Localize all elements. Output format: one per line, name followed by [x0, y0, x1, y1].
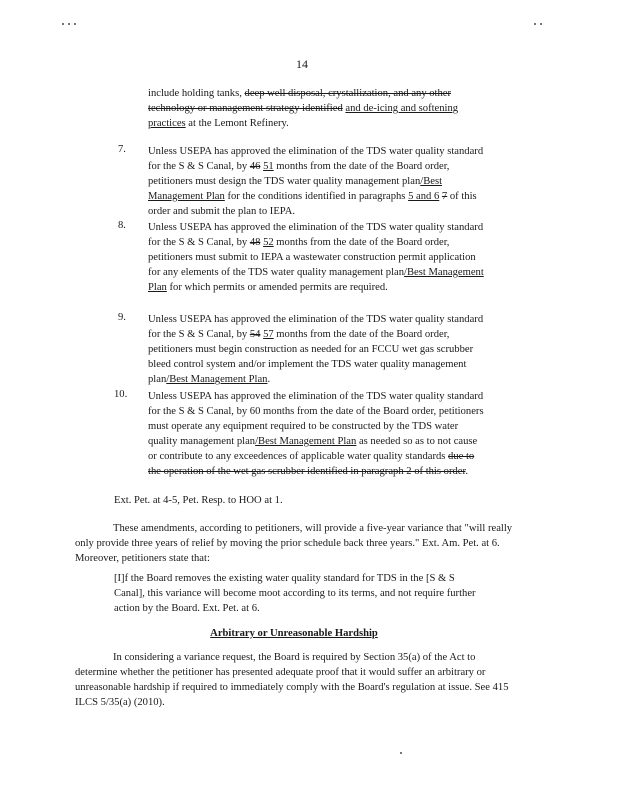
item-9-text	[148, 312, 488, 387]
citation: Ext. Pet. at 4-5, Pet. Resp. to HOO at 1.	[114, 495, 283, 506]
block-quote: [I]f the Board removes the existing water quality standard for TDS in the [S & S Canal], this variance will become moot according to its terms, and not require further action by the Board. Ext. Pet. at 6.	[114, 573, 476, 614]
item-9-number: 9.	[118, 312, 126, 323]
i7-g: for the conditions identified in paragraphs	[224, 191, 409, 202]
i8-bmp: /Best Management Plan	[148, 267, 484, 293]
continued-paragraph	[148, 86, 488, 131]
item-7-text	[148, 144, 488, 219]
cont-inserted: and de-icing and softening practices	[148, 103, 459, 129]
i8-a: Unless USEPA has approved the elimination of the TDS water quality standard for the S & S Canal, by	[148, 222, 484, 248]
item-7-number: 7.	[118, 144, 126, 155]
i9-e: months from the date of the Board order, petitioners must begin construction as needed for an FCCU wet gas scrubber bleed control system and/or implement the TDS water quality management plan	[148, 329, 474, 385]
i8-g: for which permits or amended permits are required.	[166, 282, 388, 293]
item-10-text	[148, 389, 488, 479]
i10-bmp: /Best Management Plan	[255, 436, 357, 447]
i8-new-months: 52	[263, 237, 274, 248]
i8-old-months: 48	[249, 237, 261, 248]
i10-strike: due to the operation of the wet gas scrubber identified in paragraph 2 of this order	[148, 451, 475, 477]
item-8-number: 8.	[118, 220, 126, 231]
paragraph-amendments: These amendments, according to petitioners, will provide a five-year variance that "will really only provide three years of relief by moving the prior schedule back three years." Ext. Am. Pet. at 6. Moreover, petitioners state that:	[75, 523, 513, 564]
i9-new-months: 57	[263, 329, 274, 340]
cont-strike: deep well disposal, crystallization, and any other technology or management strategy identified	[148, 88, 452, 114]
i7-old-para: 7	[441, 191, 448, 202]
section-heading: Arbitrary or Unreasonable Hardship	[210, 628, 378, 639]
i8-e: months from the date of the Board order, petitioners must submit to IEPA a wastewater construction permit application for any elements of the TDS water quality management plan	[148, 237, 476, 278]
i7-k: of this order and submit the plan to IEPA.	[148, 191, 477, 217]
i9-a: Unless USEPA has approved the elimination of the TDS water quality standard for the S & S Canal, by	[148, 314, 484, 340]
i7-a: Unless USEPA has approved the elimination of the TDS water quality standard for the S & S Canal, by	[148, 146, 484, 172]
i7-paras: 5 and 6	[408, 191, 440, 202]
item-8-text	[148, 220, 488, 295]
i9-bmp: /Best Management Plan	[166, 374, 268, 385]
i7-e: months from the date of the Board order, petitioners must design the TDS water quality management plan	[148, 161, 450, 187]
i9-g: .	[267, 374, 271, 385]
i10-a: Unless USEPA has approved the elimination of the TDS water quality standard for the S & S Canal, by 60 months from the date of the Board order, petitioners must operate any equipment required to be constructed by the TDS water quality management plan	[148, 391, 484, 447]
i7-old-months: 46	[249, 161, 261, 172]
i10-i: .	[465, 466, 469, 477]
paragraph-hardship: In considering a variance request, the Board is required by Section 35(a) of the Act to determine whether the petitioner has presented adequate proof that it would suffer an arbitrary or unreasonable hardship if required to immediately comply with the Board's regulation at issue. See 415 ILCS 5/35(a) (2010).	[75, 652, 509, 708]
i7-new-months: 51	[263, 161, 274, 172]
i7-bmp: /Best Management Plan	[148, 176, 443, 202]
i10-g: as needed so as to not cause or contribute to any exceedences of applicable water quality standards	[148, 436, 478, 462]
item-10-number: 10.	[114, 389, 128, 400]
page-number: 14	[296, 57, 308, 71]
i9-old-months: 54	[249, 329, 261, 340]
cont-text: include holding tanks,	[148, 88, 245, 99]
cont-end: at the Lemont Refinery.	[185, 118, 289, 129]
